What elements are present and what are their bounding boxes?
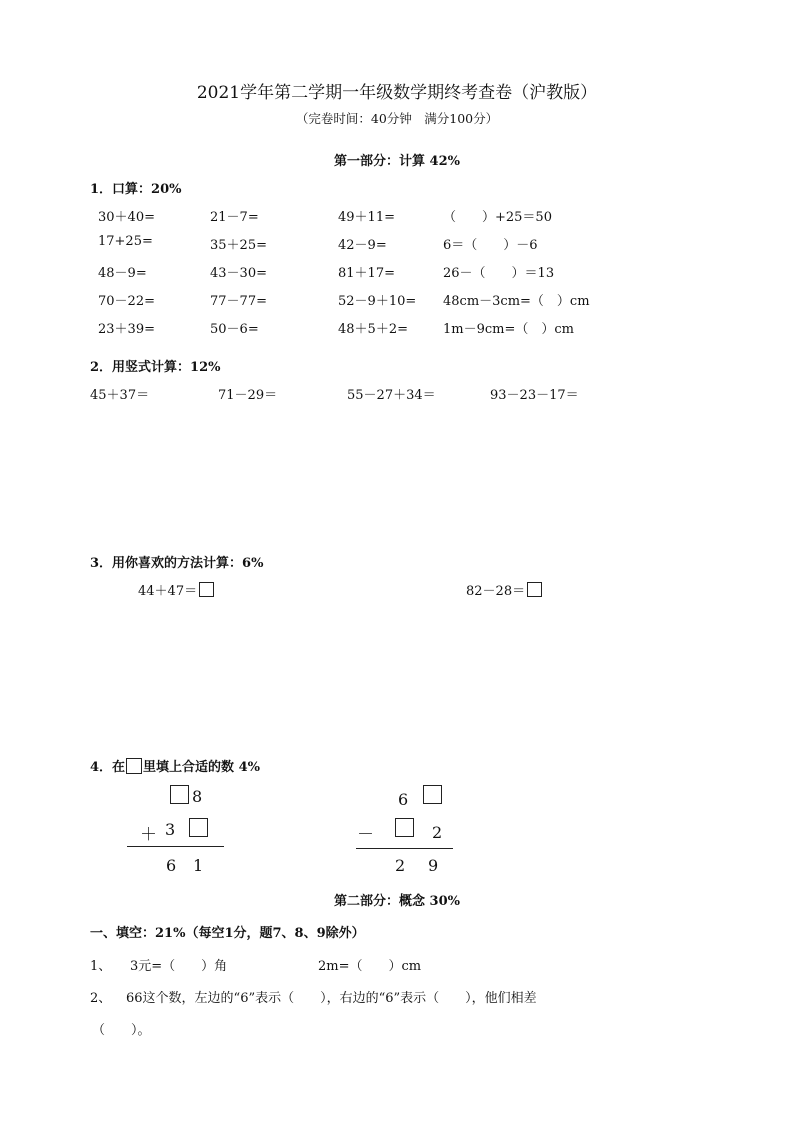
q2-item: 71－29＝ — [218, 388, 278, 403]
minus-sign: － — [357, 825, 374, 845]
answer-box[interactable] — [527, 582, 542, 597]
q1-problem: 6＝（ ）－6 — [443, 238, 538, 253]
fill-q1-a: 3元=（ ）角 — [130, 959, 228, 974]
q2-item: 55－27＋34＝ — [347, 388, 436, 403]
q1-problem: 50－6= — [210, 322, 259, 337]
fill-q2-number: 2、 — [90, 991, 112, 1006]
answer-box[interactable] — [395, 818, 414, 837]
q4-heading-post: 里填上合适的数 4% — [143, 760, 260, 775]
q1-problem: 1m－9cm=（ ）cm — [443, 322, 574, 337]
q1-problem: 81＋17= — [338, 266, 395, 281]
q1-problem: 42－9= — [338, 238, 387, 253]
q1-problem: 35＋25= — [210, 238, 267, 253]
q1-problem: 26－（ ）＝13 — [443, 266, 555, 281]
digit: 9 — [428, 856, 439, 875]
part2-heading: 第二部分：概念 30% — [334, 894, 460, 909]
answer-box[interactable] — [170, 785, 189, 804]
sum-line — [127, 846, 224, 847]
q2-item: 45＋37＝ — [90, 388, 150, 403]
exam-title: 2021学年第二学期一年级数学期终考查卷（沪教版） — [196, 83, 598, 103]
fill-q2-text-cont: （ ）。 — [92, 1023, 151, 1038]
answer-box[interactable] — [423, 785, 442, 804]
fill-q1-number: 1、 — [90, 959, 112, 974]
q3-expression: 44＋47＝ — [138, 584, 198, 599]
q1-problem: 23＋39= — [98, 322, 155, 337]
q2-item: 93－23－17＝ — [490, 388, 579, 403]
q1-problem: 70－22= — [98, 294, 155, 309]
q3-item — [466, 580, 542, 599]
digit: 8 — [192, 787, 203, 806]
answer-box[interactable] — [199, 582, 214, 597]
digit: 6 — [166, 856, 177, 875]
digit: 1 — [193, 856, 204, 875]
plus-sign: ＋ — [140, 825, 157, 845]
q1-problem: 52－9＋10= — [338, 294, 417, 309]
q1-problem: 30＋40= — [98, 210, 155, 225]
q3-item — [138, 580, 214, 599]
exam-subtitle: （完卷时间：40分钟 满分100分） — [295, 111, 499, 126]
q4-heading-pre: 4．在 — [90, 760, 126, 775]
q1-problem: 48cm－3cm=（ ）cm — [443, 294, 590, 309]
fill-q1-b: 2m=（ ）cm — [318, 959, 422, 974]
q3-heading: 3．用你喜欢的方法计算：6% — [90, 556, 264, 571]
q1-problem: 49＋11= — [338, 210, 395, 225]
box-icon — [126, 758, 142, 774]
q3-expression: 82－28＝ — [466, 584, 526, 599]
digit: 6 — [398, 790, 409, 809]
q1-problem: 48－9= — [98, 266, 147, 281]
q1-problem: 77－77= — [210, 294, 267, 309]
difference-line — [356, 848, 453, 849]
q1-problem: 43－30= — [210, 266, 267, 281]
q4-heading — [90, 756, 260, 775]
answer-box[interactable] — [189, 818, 208, 837]
q1-problem: 17+25= — [98, 234, 153, 249]
q1-problem: （ ）+25＝50 — [443, 210, 552, 225]
fill-q2-text: 66这个数，左边的“6”表示（ ），右边的“6”表示（ ），他们相差 — [126, 991, 537, 1006]
fill-heading: 一、填空：21%（每空1分，题7、8、9除外） — [90, 926, 365, 941]
q1-heading: 1．口算：20% — [90, 182, 182, 197]
digit: 2 — [432, 823, 443, 842]
digit: 2 — [395, 856, 406, 875]
q2-heading: 2．用竖式计算：12% — [90, 360, 221, 375]
digit: 3 — [165, 820, 176, 839]
q1-problem: 21－7= — [210, 210, 259, 225]
part1-heading: 第一部分：计算 42% — [334, 154, 460, 169]
q1-problem: 48＋5＋2= — [338, 322, 408, 337]
